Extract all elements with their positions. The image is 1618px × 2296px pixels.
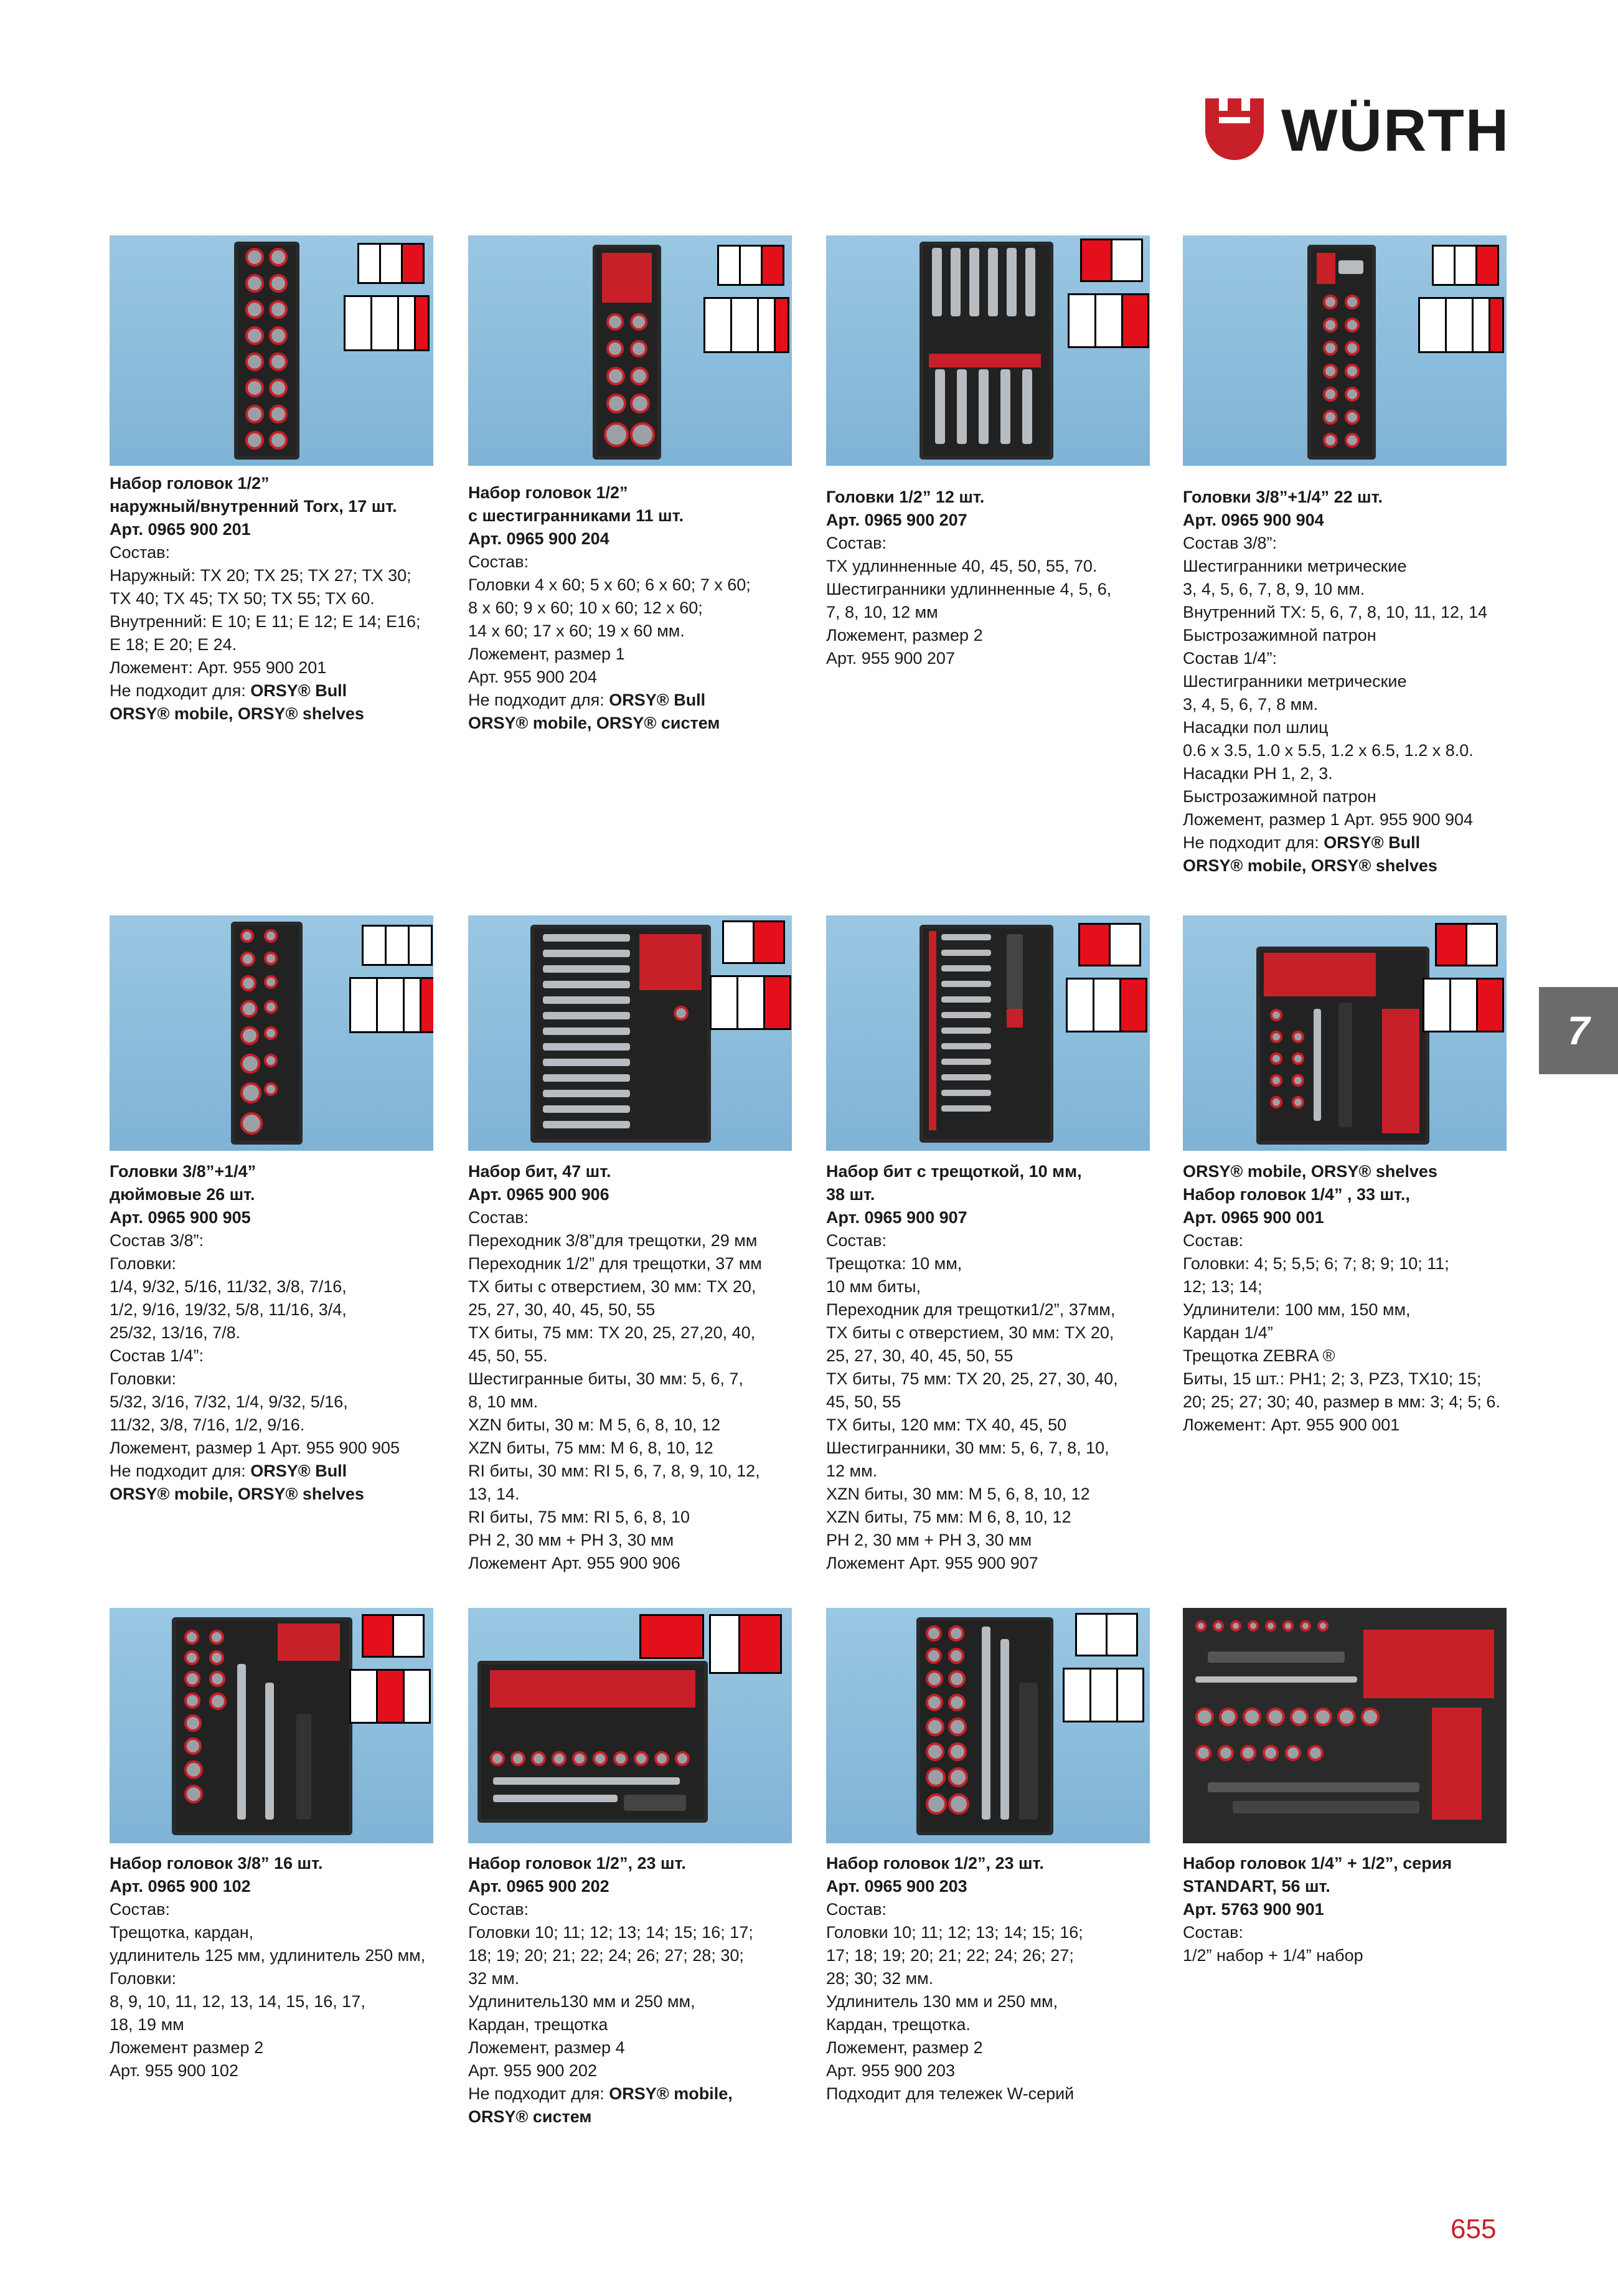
- product-article: Арт. 0965 900 001: [1183, 1208, 1324, 1227]
- product-contents: Состав: Трещотка, кардан, удлинитель 125 мм, удлинитель 250 мм, Головки: 8, 9, 10, 11, 12, 13, 14, 15, 16, 17, 18, 19 мм Ложемент размер 2 Арт. 955 900 102: [110, 1900, 426, 2080]
- product-description: [468, 1160, 804, 1575]
- product-description: [110, 1160, 446, 1506]
- product-contents: Состав 3/8”: Шестигранники метрические 3, 4, 5, 6, 7, 8, 9, 10 мм. Внутренний TX: 5, 6, 7, 8, 10, 11, 12, 14 Быстрозажимной патрон Состав 1/4”: Шестигранники метрические 3, 4, 5, 6, 7, 8 мм. Насадки пол шлиц 0.6 x 3.5, 1.0 x 5.5, 1.2 x 6.5, 1.2 x 8.0. Насадки PH 1, 2, 3. Быстрозажимной патрон Ложемент, размер 1 Арт. 955 900 904: [1183, 534, 1488, 829]
- product-photo: [826, 915, 1150, 1151]
- product-description: [468, 1852, 804, 2128]
- product-photo: [468, 915, 792, 1151]
- product-description: [468, 481, 804, 735]
- product-article: Арт. 5763 900 901: [1183, 1900, 1324, 1919]
- product-photo: [468, 235, 792, 466]
- product-title: Набор головок 1/4” + 1/2”, серия STANDART, 56 шт.: [1183, 1854, 1452, 1896]
- product-description: [1183, 1852, 1519, 1967]
- product-contents: Состав: 1/2” набор + 1/4” набор: [1183, 1923, 1363, 1965]
- product-title: Головки 3/8”+1/4” дюймовые 26 шт.: [110, 1162, 256, 1204]
- product-article: Арт. 0965 900 907: [826, 1208, 967, 1227]
- product-article: Арт. 0965 900 202: [468, 1877, 609, 1896]
- product-title: ORSY® mobile, ORSY® shelves Набор головок 1/4” , 33 шт.,: [1183, 1162, 1437, 1204]
- product-article: Арт. 0965 900 904: [1183, 511, 1324, 529]
- product-title: Набор головок 1/2” наружный/внутренний Torx, 17 шт.: [110, 474, 397, 516]
- product-contents: Состав 3/8”: Головки: 1/4, 9/32, 5/16, 11/32, 3/8, 7/16, 1/2, 9/16, 19/32, 5/8, 11/16, 3/4, 25/32, 13/16, 7/8. Состав 1/4”: Головки: 5/32, 3/16, 7/32, 1/4, 9/32, 5/16, 11/32, 3/8, 7/16, 1/2, 9/16. Ложемент, размер 1 Арт. 955 900 905: [110, 1231, 400, 1457]
- product-description: [110, 1852, 446, 2082]
- product-photo: [1183, 1608, 1507, 1843]
- product-title: Набор головок 1/2” с шестигранниками 11 шт.: [468, 483, 684, 525]
- brand-name: WÜRTH: [1281, 97, 1510, 164]
- product-article: Арт. 0965 900 203: [826, 1877, 967, 1896]
- compatibility-note: Не подходит для: ORSY® Bull: [1183, 833, 1421, 852]
- wurth-logo-mark-icon: [1200, 93, 1269, 162]
- product-photo: [110, 235, 433, 466]
- product-contents: Состав: Головки: 4; 5; 5,5; 6; 7; 8; 9; 10; 11; 12; 13; 14; Удлинители: 100 мм, 150 мм, Кардан 1/4” Трещотка ZEBRA ® Биты, 15 шт.: PH1; 2; 3, PZ3, TX10; 15; 20; 25; 27; 30; 40, размер в мм: 3; 4; 5; 6. Ложемент: Арт. 955 900 001: [1183, 1231, 1500, 1434]
- compatibility-note: Не подходит для: ORSY® Bull: [468, 691, 706, 709]
- product-photo: [826, 1608, 1150, 1843]
- product-photo: [1183, 915, 1507, 1151]
- product-article: Арт. 0965 900 905: [110, 1208, 251, 1227]
- wurth-logo: [1200, 93, 1512, 168]
- compatibility-note-line2: ORSY® mobile, ORSY® shelves: [1183, 856, 1437, 875]
- product-photo: [826, 235, 1150, 466]
- product-description: [826, 486, 1162, 670]
- product-article: Арт. 0965 900 201: [110, 520, 251, 539]
- product-contents: Состав: Трещотка: 10 мм, 10 мм биты, Переходник для трещотки1/2”, 37мм, TX биты с отверстием, 30 мм: TX 20, 25, 27, 30, 40, 45, 50, 55 TX биты, 75 мм: TX 20, 25, 27, 30, 40, 45, 50, 55 TX биты, 120 мм: TX 40, 45, 50 Шестигранники, 30 мм: 5, 6, 7, 8, 10, 12 мм. XZN биты, 30 мм: M 5, 6, 8, 10, 12 XZN биты, 75 мм: M 6, 8, 10, 12 PH 2, 30 мм + PH 3, 30 мм Ложемент Арт. 955 900 907: [826, 1231, 1118, 1572]
- product-title: Набор головок 1/2”, 23 шт.: [468, 1854, 686, 1873]
- product-title: Набор бит с трещоткой, 10 мм, 38 шт.: [826, 1162, 1082, 1204]
- product-photo: [110, 915, 433, 1151]
- compatibility-note-line2: ORSY® систем: [468, 2107, 592, 2126]
- product-description: [110, 472, 446, 725]
- compatibility-note-line2: ORSY® mobile, ORSY® shelves: [110, 1485, 364, 1503]
- compatibility-note-line2: ORSY® mobile, ORSY® shelves: [110, 704, 364, 723]
- product-title: Набор головок 1/2”, 23 шт.: [826, 1854, 1044, 1873]
- product-title: Набор бит, 47 шт.: [468, 1162, 611, 1181]
- product-contents: Состав: Головки 10; 11; 12; 13; 14; 15; 16; 17; 18; 19; 20; 21; 22; 24; 26; 27; 28; 30; 32 мм. Удлинитель130 мм и 250 мм, Кардан, трещотка Ложемент, размер 4 Арт. 955 900 202: [468, 1900, 753, 2080]
- product-description: [1183, 486, 1519, 877]
- section-tab: [1539, 987, 1618, 1074]
- product-contents: Состав: Головки 4 x 60; 5 x 60; 6 x 60; 7 x 60; 8 x 60; 9 x 60; 10 x 60; 12 x 60; 14 x 60; 17 x 60; 19 x 60 мм. Ложемент, размер 1 Арт. 955 900 204: [468, 552, 751, 686]
- compatibility-note: Не подходит для: ORSY® Bull: [110, 1462, 347, 1480]
- product-article: Арт. 0965 900 906: [468, 1185, 609, 1204]
- product-description: [826, 1852, 1162, 2105]
- product-article: Арт. 0965 900 204: [468, 529, 609, 548]
- product-contents: Состав: Переходник 3/8”для трещотки, 29 мм Переходник 1/2” для трещотки, 37 мм TX биты с отверстием, 30 мм: TX 20, 25, 27, 30, 40, 45, 50, 55 TX биты, 75 мм: TX 20, 25, 27,20, 40, 45, 50, 55. Шестигранные биты, 30 мм: 5, 6, 7, 8, 10 мм. XZN биты, 30 м: M 5, 6, 8, 10, 12 XZN биты, 75 мм: M 6, 8, 10, 12 RI биты, 30 мм: RI 5, 6, 7, 8, 9, 10, 12, 13, 14. RI биты, 75 мм: RI 5, 6, 8, 10 PH 2, 30 мм + PH 3, 30 мм Ложемент Арт. 955 900 906: [468, 1208, 762, 1572]
- product-description: [1183, 1160, 1519, 1437]
- product-photo: [468, 1608, 792, 1843]
- product-description: [826, 1160, 1162, 1575]
- product-contents: Состав: Головки 10; 11; 12; 13; 14; 15; 16; 17; 18; 19; 20; 21; 22; 24; 26; 27; 28; 30; 32 мм. Удлинитель 130 мм и 250 мм, Кардан, трещотка. Ложемент, размер 2 Арт. 955 900 203 Подходит для тележек W-серий: [826, 1900, 1083, 2103]
- product-title: Головки 1/2” 12 шт.: [826, 488, 985, 506]
- product-article: Арт. 0965 900 207: [826, 511, 967, 529]
- product-photo: [1183, 235, 1507, 466]
- product-article: Арт. 0965 900 102: [110, 1877, 251, 1896]
- compatibility-note-line2: ORSY® mobile, ORSY® систем: [468, 714, 720, 732]
- section-tab-number: 7: [1567, 1008, 1590, 1053]
- page-number: 655: [1451, 2214, 1497, 2244]
- product-contents: Состав: TX удлинненные 40, 45, 50, 55, 70. Шестигранники удлинненные 4, 5, 6, 7, 8, 10, 12 мм Ложемент, размер 2 Арт. 955 900 207: [826, 534, 1112, 668]
- product-title: Головки 3/8”+1/4” 22 шт.: [1183, 488, 1383, 506]
- compatibility-note: Не подходит для: ORSY® Bull: [110, 681, 347, 700]
- product-photo: [110, 1608, 433, 1843]
- product-title: Набор головок 3/8” 16 шт.: [110, 1854, 323, 1873]
- product-contents: Состав: Наружный: TX 20; TX 25; TX 27; TX 30; TX 40; TX 45; TX 50; TX 55; TX 60. Внутренний: E 10; E 11; E 12; E 14; E16; E 18; E 20; E 24. Ложемент: Арт. 955 900 201: [110, 543, 421, 677]
- compatibility-note: Не подходит для: ORSY® mobile,: [468, 2084, 733, 2103]
